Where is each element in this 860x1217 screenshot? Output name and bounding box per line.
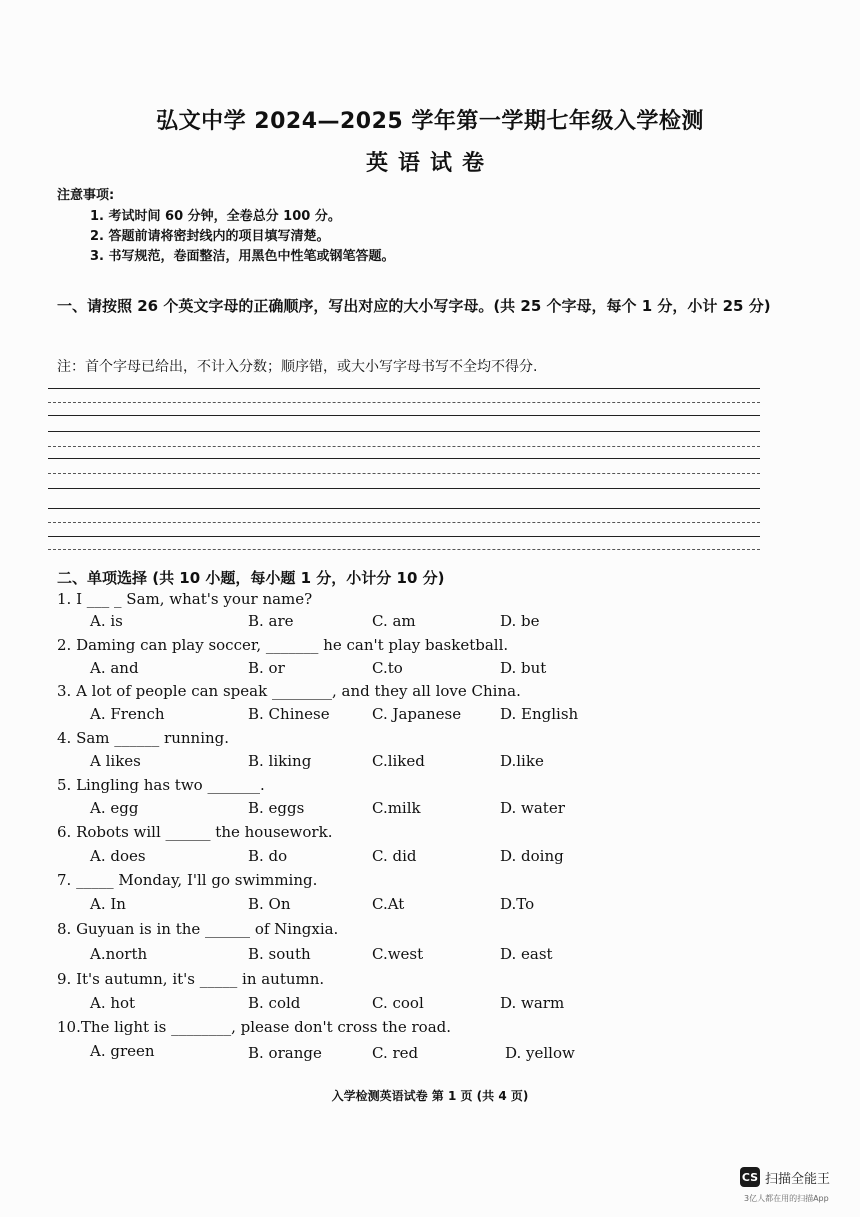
writing-guide-line bbox=[48, 473, 760, 474]
option-a[interactable]: A likes bbox=[90, 752, 141, 770]
question-stem: 2. Daming can play soccer, _______ he can't play basketball. bbox=[57, 636, 509, 654]
exam-subtitle: 英语试卷 bbox=[365, 151, 494, 176]
option-b[interactable]: B. do bbox=[248, 847, 288, 865]
option-d[interactable]: D. water bbox=[500, 799, 565, 817]
watermark-name: 扫描全能王 bbox=[765, 1171, 831, 1187]
option-c[interactable]: C.west bbox=[372, 945, 424, 963]
option-b[interactable]: B. On bbox=[248, 895, 291, 913]
writing-line bbox=[48, 488, 760, 489]
option-c[interactable]: C. red bbox=[372, 1044, 419, 1062]
option-c[interactable]: C.to bbox=[372, 659, 403, 677]
option-d[interactable]: D.like bbox=[500, 752, 544, 770]
option-b[interactable]: B. Chinese bbox=[248, 705, 330, 723]
option-d[interactable]: D. east bbox=[500, 945, 553, 963]
option-a[interactable]: A. green bbox=[90, 1042, 155, 1060]
section1-note: 注：首个字母已给出，不计入分数；顺序错，或大小写字母书写不全均不得分. bbox=[57, 359, 538, 375]
option-c[interactable]: C. did bbox=[372, 847, 417, 865]
note-item: 1. 考试时间 60 分钟，全卷总分 100 分。 bbox=[90, 209, 341, 224]
writing-guide-line bbox=[48, 402, 760, 403]
watermark-tagline: 3亿人都在用的扫描App bbox=[744, 1194, 829, 1203]
notes-heading: 注意事项: bbox=[57, 188, 115, 203]
writing-guide-line bbox=[48, 549, 760, 550]
option-d[interactable]: D. but bbox=[500, 659, 547, 677]
option-d[interactable]: D. yellow bbox=[505, 1044, 575, 1062]
option-d[interactable]: D. be bbox=[500, 612, 540, 630]
option-b[interactable]: B. orange bbox=[248, 1044, 322, 1062]
question-stem: 7. _____ Monday, I'll go swimming. bbox=[57, 871, 318, 889]
option-a[interactable]: A. does bbox=[90, 847, 146, 865]
note-item: 3. 书写规范，卷面整洁，用黑色中性笔或钢笔答题。 bbox=[90, 249, 395, 264]
writing-guide-line bbox=[48, 522, 760, 523]
option-c[interactable]: C.At bbox=[372, 895, 405, 913]
question-stem: 3. A lot of people can speak ________, and they all love China. bbox=[57, 682, 521, 700]
question-stem: 10.The light is ________, please don't cross the road. bbox=[57, 1018, 452, 1036]
option-a[interactable]: A. hot bbox=[90, 994, 136, 1012]
section2-heading: 二、单项选择 (共 10 小题，每小题 1 分，小计分 10 分) bbox=[57, 569, 445, 587]
option-a[interactable]: A. In bbox=[90, 895, 126, 913]
option-d[interactable]: D.To bbox=[500, 895, 535, 913]
section1-heading: 一、请按照 26 个英文字母的正确顺序，写出对应的大小写字母。(共 25 个字母，每个 1 分，小计 25 分) bbox=[57, 297, 771, 315]
option-a[interactable]: A.north bbox=[90, 945, 148, 963]
writing-line bbox=[48, 388, 760, 389]
question-stem: 5. Lingling has two _______. bbox=[57, 776, 265, 794]
option-c[interactable]: C.milk bbox=[372, 799, 421, 817]
option-a[interactable]: A. egg bbox=[90, 799, 139, 817]
option-b[interactable]: B. cold bbox=[248, 994, 301, 1012]
writing-line bbox=[48, 415, 760, 416]
option-d[interactable]: D. doing bbox=[500, 847, 564, 865]
question-stem: 8. Guyuan is in the ______ of Ningxia. bbox=[57, 920, 339, 938]
option-d[interactable]: D. warm bbox=[500, 994, 565, 1012]
option-c[interactable]: C. cool bbox=[372, 994, 424, 1012]
page-footer: 入学检测英语试卷 第 1 页 (共 4 页) bbox=[331, 1089, 529, 1103]
writing-line bbox=[48, 458, 760, 459]
writing-guide-line bbox=[48, 446, 760, 447]
camscanner-logo-icon: CS bbox=[740, 1167, 760, 1187]
exam-title: 弘文中学 2024—2025 学年第一学期七年级入学检测 bbox=[156, 109, 704, 134]
option-b[interactable]: B. eggs bbox=[248, 799, 305, 817]
scanner-watermark bbox=[740, 1167, 830, 1187]
option-c[interactable]: C. Japanese bbox=[372, 705, 462, 723]
question-stem: 9. It's autumn, it's _____ in autumn. bbox=[57, 970, 325, 988]
option-a[interactable]: A. and bbox=[90, 659, 139, 677]
writing-line bbox=[48, 536, 760, 537]
option-c[interactable]: C.liked bbox=[372, 752, 425, 770]
option-b[interactable]: B. south bbox=[248, 945, 311, 963]
writing-line bbox=[48, 431, 760, 432]
option-b[interactable]: B. or bbox=[248, 659, 285, 677]
option-b[interactable]: B. are bbox=[248, 612, 294, 630]
option-a[interactable]: A. is bbox=[90, 612, 123, 630]
option-a[interactable]: A. French bbox=[90, 705, 165, 723]
question-stem: 1. I ___ _ Sam, what's your name? bbox=[57, 590, 313, 608]
option-b[interactable]: B. liking bbox=[248, 752, 312, 770]
note-item: 2. 答题前请将密封线内的项目填写清楚。 bbox=[90, 229, 330, 244]
option-d[interactable]: D. English bbox=[500, 705, 579, 723]
writing-line bbox=[48, 508, 760, 509]
option-c[interactable]: C. am bbox=[372, 612, 416, 630]
question-stem: 6. Robots will ______ the housework. bbox=[57, 823, 333, 841]
question-stem: 4. Sam ______ running. bbox=[57, 729, 230, 747]
